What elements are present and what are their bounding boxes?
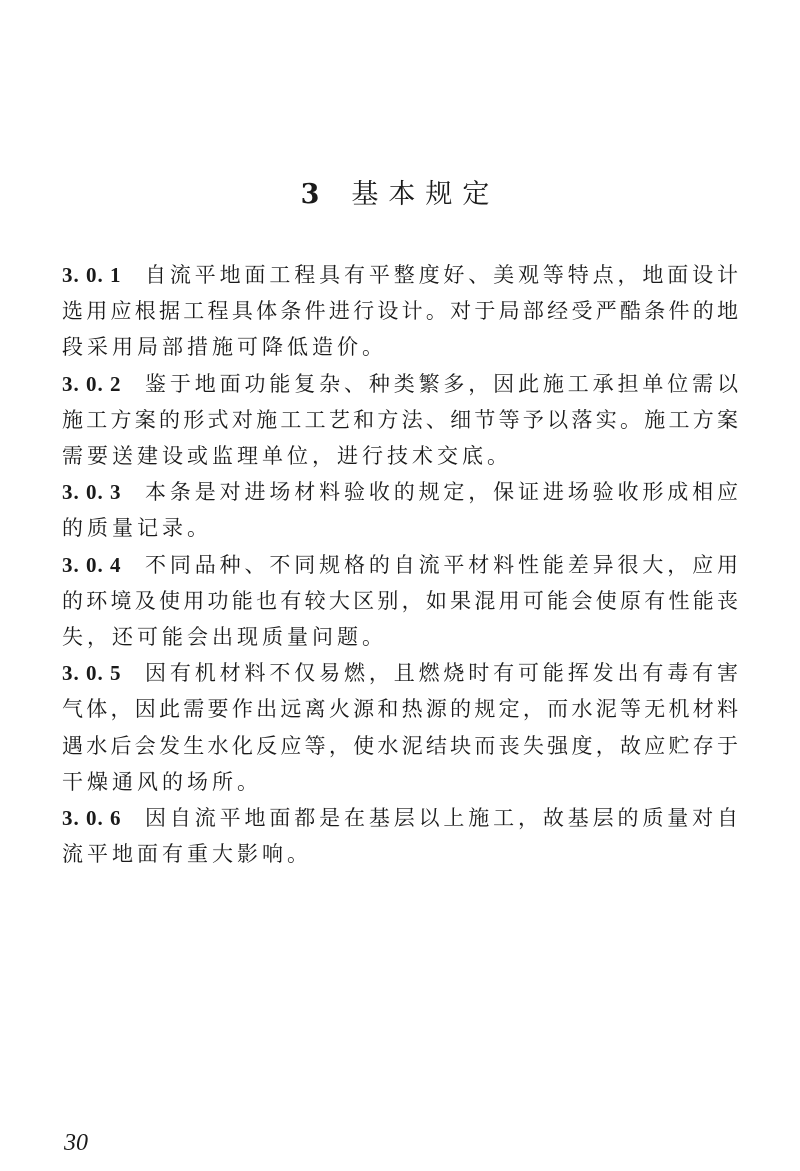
- clause-line: [62, 402, 738, 438]
- clause-line: [62, 655, 738, 691]
- clause-line: [62, 836, 738, 872]
- clause-line: [62, 293, 738, 329]
- clause-text: 遇水后会发生水化反应等，使水泥结块而丧失强度，故应贮存于: [62, 734, 738, 758]
- clause-text: 因自流平地面都是在基层以上施工，故基层的质量对自: [145, 806, 738, 830]
- clause-text: 施工方案的形式对施工工艺和方法、细节等予以落实。施工方案: [62, 408, 738, 432]
- clause-number: 3. 0. 2: [62, 372, 122, 396]
- clause-line: [62, 547, 738, 583]
- clause-line: [62, 764, 738, 800]
- clause-text: 干燥通风的场所。: [62, 770, 262, 794]
- clause-text: 需要送建设或监理单位，进行技术交底。: [62, 444, 512, 468]
- clause-text: 自流平地面工程具有平整度好、美观等特点，地面设计: [145, 263, 738, 287]
- clause-line: [62, 800, 738, 836]
- clause-line: [62, 438, 738, 474]
- section-heading: 基本规定: [351, 179, 500, 210]
- clause-number: 3. 0. 1: [62, 263, 122, 287]
- clause-number: 3. 0. 3: [62, 480, 122, 504]
- clause-text: 段采用局部措施可降低造价。: [62, 335, 387, 359]
- clause-line: [62, 329, 738, 365]
- clause-line: [62, 619, 738, 655]
- clause-line: [62, 474, 738, 510]
- clause-line: [62, 691, 738, 727]
- clause-text: 的质量记录。: [62, 516, 212, 540]
- clause-text: 气体，因此需要作出远离火源和热源的规定，而水泥等无机材料: [62, 697, 738, 721]
- clause-number: 3. 0. 6: [62, 806, 122, 830]
- clause-line: [62, 257, 738, 293]
- clause-line: [62, 728, 738, 764]
- clause-text: 失，还可能会出现质量问题。: [62, 625, 387, 649]
- section-title: [0, 172, 800, 211]
- clause-text: 流平地面有重大影响。: [62, 842, 312, 866]
- clause-text: 本条是对进场材料验收的规定，保证进场验收形成相应: [145, 480, 738, 504]
- page-number: 30: [64, 1130, 88, 1156]
- section-number: 3: [300, 179, 330, 210]
- clause-line: [62, 510, 738, 546]
- clause-line: [62, 366, 738, 402]
- clause-text: 因有机材料不仅易燃，且燃烧时有可能挥发出有毒有害: [145, 661, 738, 685]
- clause-text: 不同品种、不同规格的自流平材料性能差异很大，应用: [145, 553, 738, 577]
- clause-text: 鉴于地面功能复杂、种类繁多，因此施工承担单位需以: [145, 372, 738, 396]
- clause-text: 的环境及使用功能也有较大区别，如果混用可能会使原有性能丧: [62, 589, 738, 613]
- clause-number: 3. 0. 5: [62, 661, 122, 685]
- clause-number: 3. 0. 4: [62, 553, 122, 577]
- clause-line: [62, 583, 738, 619]
- clause-text: 选用应根据工程具体条件进行设计。对于局部经受严酷条件的地: [62, 299, 738, 323]
